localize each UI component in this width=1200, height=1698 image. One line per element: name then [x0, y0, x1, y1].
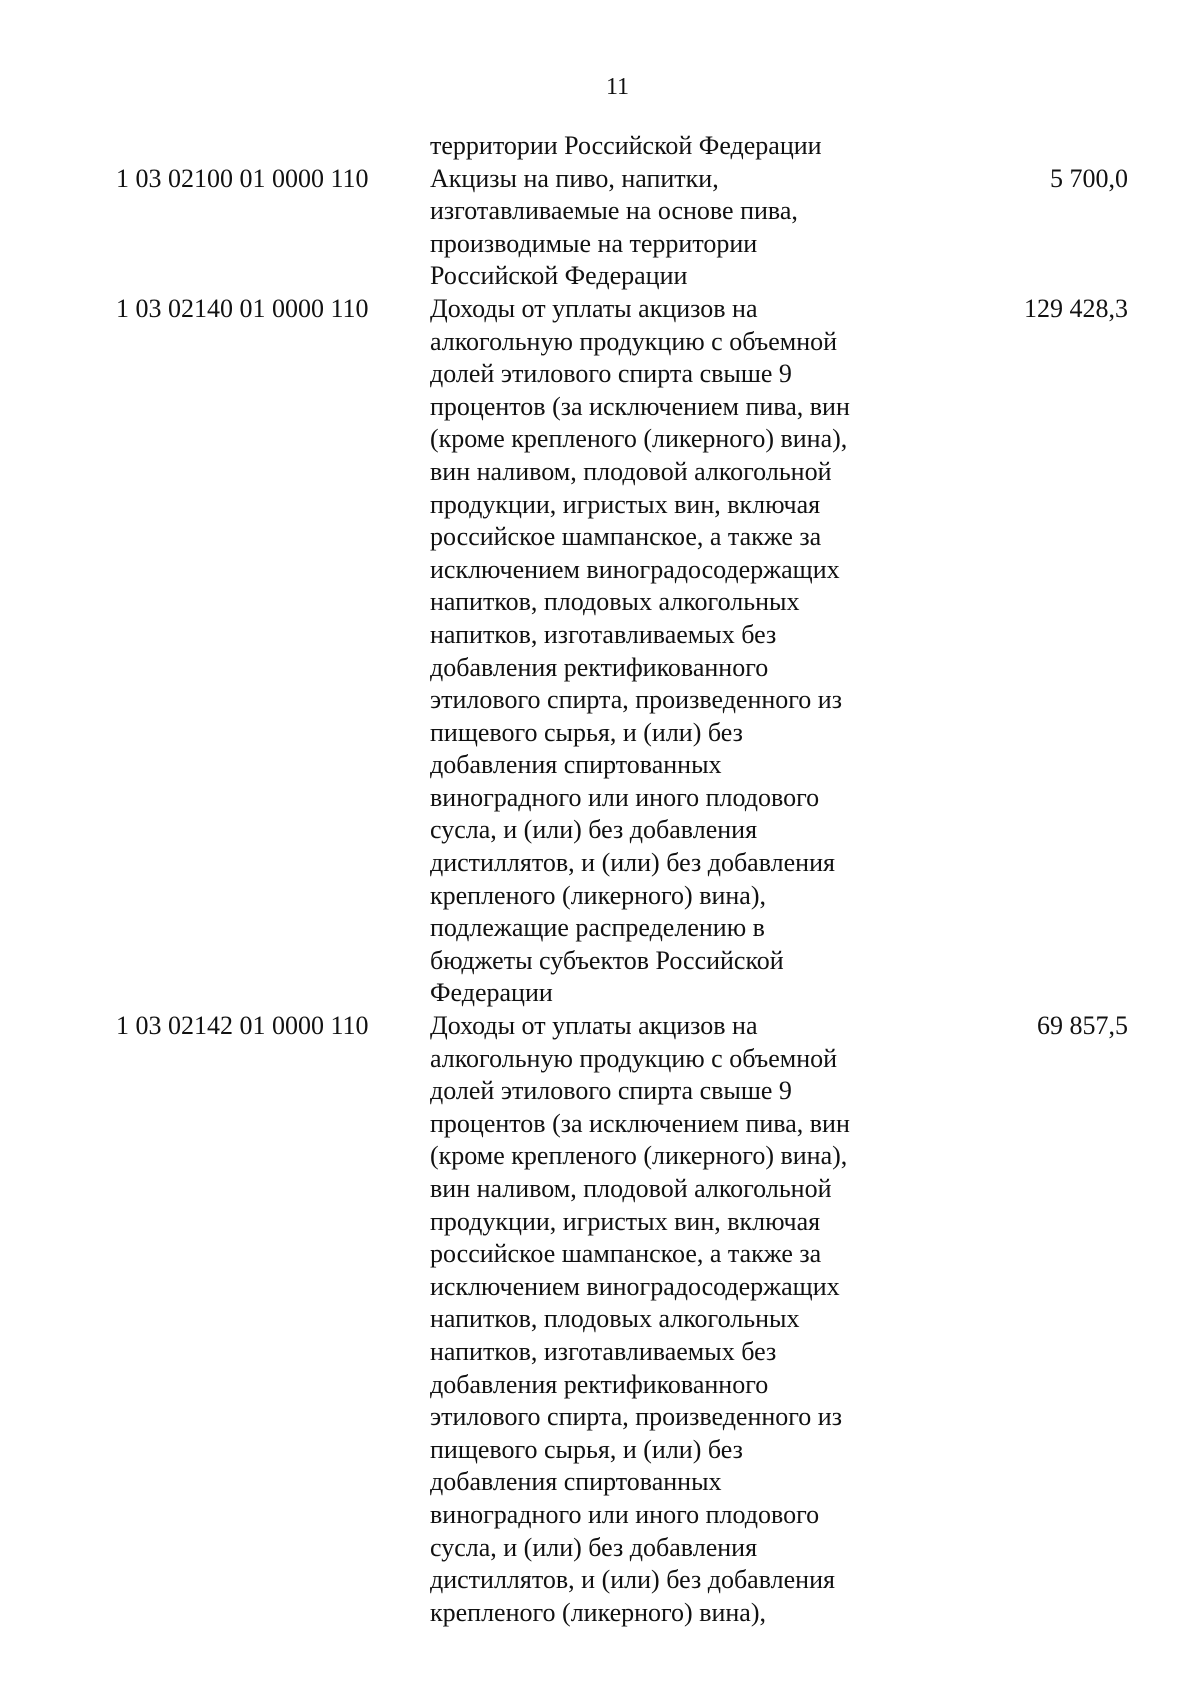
description-line: напитков, плодовых алкогольных: [430, 587, 800, 617]
description-line: исключением виноградосодержащих: [430, 1271, 840, 1301]
description-line: продукции, игристых вин, включая: [430, 1206, 821, 1236]
revenue-description: [430, 163, 910, 293]
description-line: этилового спирта, произведенного из: [430, 685, 842, 715]
description-line: (кроме крепленого (ликерного) вина),: [430, 424, 848, 454]
description-line: Доходы от уплаты акцизов на: [430, 1011, 758, 1041]
description-line: изготавливаемые на основе пива,: [430, 196, 798, 226]
description-line: добавления спиртованных: [430, 750, 722, 780]
amount-value: 69 857,5: [1037, 1011, 1128, 1041]
description-line: вин наливом, плодовой алкогольной: [430, 456, 832, 486]
description-line: производимые на территории: [430, 228, 758, 258]
description-line: Доходы от уплаты акцизов на: [430, 293, 758, 323]
description-line: пищевого сырья, и (или) без: [430, 1434, 743, 1464]
amount-value: 129 428,3: [1024, 293, 1128, 323]
table-row: [116, 163, 1128, 293]
table-row: [116, 130, 1128, 163]
description-line: виноградного или иного плодового: [430, 782, 820, 812]
description-line: долей этилового спирта свыше 9: [430, 359, 792, 389]
description-line: крепленого (ликерного) вина),: [430, 1597, 766, 1627]
description-line: этилового спирта, произведенного из: [430, 1402, 842, 1432]
description-line: Российской Федерации: [430, 261, 688, 291]
description-line: сусла, и (или) без добавления: [430, 815, 758, 845]
revenue-table: [116, 130, 1128, 1629]
budget-classification-code: 1 03 02100 01 0000 110: [116, 163, 369, 193]
description-line: бюджеты субъектов Российской: [430, 945, 784, 975]
description-line: сусла, и (или) без добавления: [430, 1532, 758, 1562]
description-line: вин наливом, плодовой алкогольной: [430, 1174, 832, 1203]
revenue-description: [430, 1010, 910, 1629]
amount-value: 5 700,0: [1050, 163, 1128, 193]
table-row: [116, 293, 1128, 1010]
description-line: алкогольную продукцию с объемной: [430, 1043, 838, 1073]
description-line: дистиллятов, и (или) без добавления: [430, 848, 835, 878]
table-row: [116, 1010, 1128, 1629]
description-line: напитков, плодовых алкогольных: [430, 1304, 800, 1334]
description-line: алкогольную продукцию с объемной: [430, 326, 838, 356]
description-line: процентов (за исключением пива, вин: [430, 1108, 850, 1138]
description-line: процентов (за исключением пива, вин: [430, 391, 850, 421]
description-line: Федерации: [430, 978, 553, 1008]
revenue-description: [430, 130, 910, 163]
description-line: добавления ректификованного: [430, 652, 769, 682]
description-line: исключением виноградосодержащих: [430, 554, 840, 584]
budget-classification-code: 1 03 02142 01 0000 110: [116, 1011, 369, 1041]
description-line: территории Российской Федерации: [430, 131, 822, 160]
budget-classification-code: 1 03 02140 01 0000 110: [116, 293, 369, 323]
description-line: добавления спиртованных: [430, 1467, 722, 1497]
description-line: продукции, игристых вин, включая: [430, 489, 821, 519]
description-line: дистиллятов, и (или) без добавления: [430, 1565, 835, 1595]
description-line: напитков, изготавливаемых без: [430, 1336, 777, 1366]
revenue-description: [430, 293, 910, 1010]
description-line: Акцизы на пиво, напитки,: [430, 163, 719, 193]
description-line: добавления ректификованного: [430, 1369, 769, 1399]
page-number: 11: [605, 74, 630, 100]
description-line: долей этилового спирта свыше 9: [430, 1076, 792, 1106]
description-line: российское шампанское, а также за: [430, 522, 822, 552]
description-line: крепленого (ликерного) вина),: [430, 880, 766, 910]
description-line: напитков, изготавливаемых без: [430, 619, 777, 649]
description-line: российское шампанское, а также за: [430, 1239, 822, 1269]
description-line: пищевого сырья, и (или) без: [430, 717, 743, 747]
description-line: виноградного или иного плодового: [430, 1499, 820, 1529]
description-line: подлежащие распределению в: [430, 913, 765, 943]
description-line: (кроме крепленого (ликерного) вина),: [430, 1141, 848, 1171]
